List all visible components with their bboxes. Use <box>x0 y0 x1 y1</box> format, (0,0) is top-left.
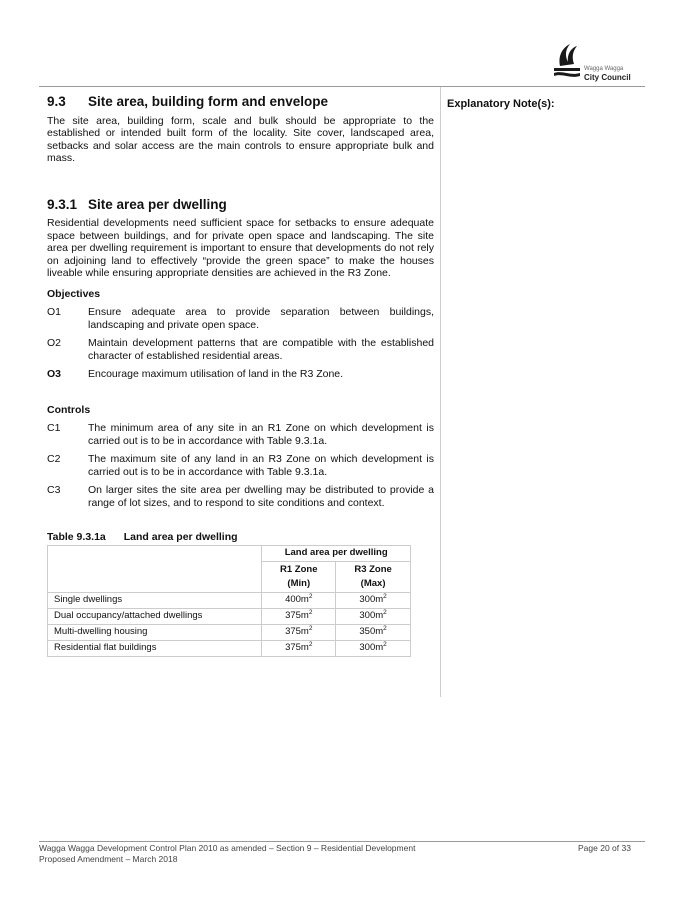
r1-value: $375m^2$ <box>262 624 336 640</box>
row-label: Single dwellings <box>48 592 262 608</box>
control-item <box>47 453 434 478</box>
section-body: The site area, building form, scale and bulk should be appropriate to the established or intended built form of the locality. Site cover, landscaped area, setbacks and solar access are the main controls to ensure appropriate bulk and mass. <box>47 114 434 164</box>
objective-item <box>47 368 434 381</box>
subsection-heading <box>47 196 434 212</box>
control-item <box>47 484 434 509</box>
logo-line2: City Council <box>584 73 631 82</box>
r3-value: $300m^2$ <box>336 640 411 656</box>
subsection-body: Residential developments need sufficient space for setbacks to ensure adequate space between buildings, and for private open space and landscaping. The site area per dwelling requirement is important to ensure that developments do not rely on adjoining land to effectively “provide the green space” to make the houses liveable while ensuring appropriate densities are achieved in the R3 Zone. <box>47 217 434 279</box>
control-text: The minimum area of any site in an R1 Zone on which development is carried out is to be in accordance with Table 9.3.1a. <box>88 422 434 447</box>
objective-code: O2 <box>47 337 62 349</box>
row-label: Multi-dwelling housing <box>48 624 262 640</box>
table-header-row <box>48 545 411 561</box>
objective-item <box>47 306 434 331</box>
table-title: Land area per dwelling <box>123 531 238 543</box>
control-text: The maximum site of any land in an R3 Zone on which development is carried out is to be in accordance with Table 9.3.1a. <box>88 453 434 478</box>
objective-text: Maintain development patterns that are compatible with the established character of established residential areas. <box>88 337 434 362</box>
column-header-r3: R3 Zone (Max) <box>336 561 411 592</box>
row-label: Residential flat buildings <box>48 640 262 656</box>
table-caption <box>47 531 434 544</box>
column-header-r1: R1 Zone (Min) <box>262 561 336 592</box>
control-code: C2 <box>47 453 61 465</box>
main-column <box>47 96 434 657</box>
footer-divider <box>39 841 645 842</box>
objective-code: O3 <box>47 368 62 380</box>
land-area-table <box>47 545 411 657</box>
r3-value: $350m^2$ <box>336 624 411 640</box>
r3-value: $300m^2$ <box>336 608 411 624</box>
page-number: Page 20 of 33 <box>578 843 631 853</box>
row-label: Dual occupancy/attached dwellings <box>48 608 262 624</box>
objectives-heading: Objectives <box>47 287 101 300</box>
table-row <box>48 624 411 640</box>
table-row <box>48 608 411 624</box>
table-row <box>48 640 411 656</box>
header-divider <box>39 86 645 87</box>
column-divider <box>440 87 441 697</box>
control-code: C1 <box>47 422 61 434</box>
control-item <box>47 422 434 447</box>
section-heading <box>47 96 434 109</box>
section-title: Site area, building form and envelope <box>88 94 329 109</box>
subsection-number: 9.3.1 <box>47 196 78 212</box>
footer-line1: Wagga Wagga Development Control Plan 2010 as amended – Section 9 – Residential Development <box>39 843 416 853</box>
objective-text: Ensure adequate area to provide separation between buildings, landscaping and private open space. <box>88 306 434 331</box>
r1-value: $375m^2$ <box>262 640 336 656</box>
control-text: On larger sites the site area per dwelling may be distributed to provide a range of lot sizes, and to respond to site conditions and context. <box>88 484 434 509</box>
table-header-row <box>48 561 411 592</box>
r1-value: $375m^2$ <box>262 608 336 624</box>
table-row <box>48 592 411 608</box>
footer-line2: Proposed Amendment – March 2018 <box>39 853 178 864</box>
council-logo-icon <box>552 42 582 82</box>
objective-item <box>47 337 434 362</box>
footer-text <box>39 843 415 864</box>
logo-line1: Wagga Wagga <box>584 66 624 72</box>
r3-value: $300m^2$ <box>336 592 411 608</box>
table-number: Table 9.3.1a <box>47 531 106 543</box>
council-logo <box>552 42 636 82</box>
objective-code: O1 <box>47 306 62 318</box>
objective-text: Encourage maximum utilisation of land in the R3 Zone. <box>88 368 344 380</box>
section-number: 9.3 <box>47 94 66 109</box>
explanatory-notes-heading: Explanatory Note(s): <box>447 98 555 110</box>
subsection-title: Site area per dwelling <box>88 196 227 212</box>
control-code: C3 <box>47 484 61 496</box>
controls-heading: Controls <box>47 403 91 416</box>
r1-value: $400m^2$ <box>262 592 336 608</box>
table-group-header: Land area per dwelling <box>262 545 411 561</box>
